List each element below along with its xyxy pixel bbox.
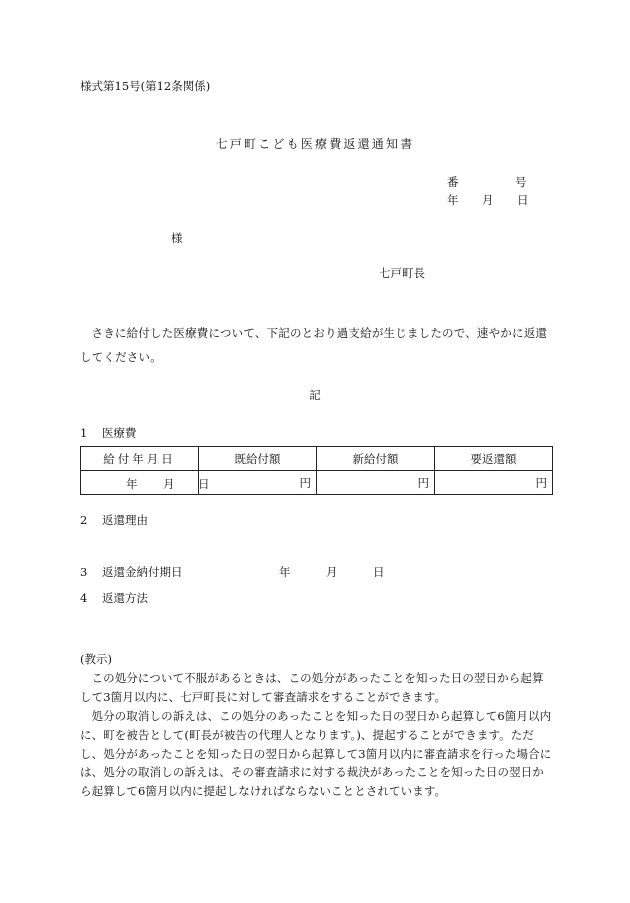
table-header-row — [81, 447, 553, 471]
benefit-date-day: 日 — [198, 477, 210, 491]
issue-date-year-label: 年 — [447, 193, 459, 207]
section-3-number: 3 — [80, 565, 88, 579]
section-2-label: 返還理由 — [102, 513, 148, 527]
new-amount-cell: 円 — [317, 471, 435, 495]
due-date-year-label: 年 — [279, 565, 291, 579]
benefit-date-year: 年 — [126, 477, 138, 491]
paid-amount-cell: 円 — [199, 471, 317, 495]
section-3-label: 返還金納付期日 — [102, 565, 183, 579]
addressee-sama: 様 — [171, 231, 183, 245]
header-paid-amount: 既給付額 — [199, 447, 317, 471]
header-new-amount: 新給付額 — [317, 447, 435, 471]
section-3-heading — [80, 566, 183, 580]
issue-date-month-label: 月 — [482, 193, 494, 207]
header-refund-amount: 要返還額 — [435, 447, 553, 471]
benefit-date-month: 月 — [163, 477, 175, 491]
section-1-heading — [80, 427, 137, 441]
doc-number-ban-label: 番 — [447, 175, 459, 189]
section-2-heading — [80, 514, 148, 528]
notice-title: (教示) — [80, 652, 112, 666]
notice-paragraph-1: この処分について不服があるときは、この処分があったことを知った日の翌日から起算して3箇月以内に、七戸町長に対して審査請求をすることができます。 — [80, 671, 544, 704]
refund-amount-cell: 円 — [435, 471, 553, 495]
section-2-number: 2 — [80, 513, 88, 527]
medical-cost-table — [80, 446, 553, 495]
notice-paragraph-2: 処分の取消しの訴えは、この処分のあったことを知った日の翌日から起算して6箇月以内に、町を被告として(町長が被告の代理人となります。)、提起することができます。ただし、処分があったことを知った日の翌日から起算して3箇月以内に審査請求を行った場合には、処分の取消しの訴えは、その審査請求に対する裁決があったことを知った日の翌日から起算して6箇月以内に提起しなければならないこととされています。 — [80, 709, 552, 799]
issuer-mayor: 七戸町長 — [379, 266, 425, 280]
header-benefit-date: 給付年月日 — [81, 447, 199, 471]
benefit-date-cell — [81, 471, 210, 495]
section-4-label: 返還方法 — [102, 591, 148, 605]
document-title: 七戸町こども医療費返還通知書 — [215, 137, 415, 151]
form-number: 様式第15号(第12条関係) — [80, 79, 211, 93]
due-date-month-label: 月 — [326, 565, 338, 579]
intro-paragraph: さきに給付した医療費について、下記のとおり過支給が生じましたので、速やかに返還してください。 — [80, 326, 548, 364]
section-1-label: 医療費 — [102, 426, 137, 440]
doc-number-go-label: 号 — [515, 175, 527, 189]
due-date-day-label: 日 — [373, 565, 385, 579]
ki-heading: 記 — [309, 388, 321, 402]
issue-date-day-label: 日 — [517, 193, 529, 207]
section-4-heading — [80, 592, 148, 606]
section-4-number: 4 — [80, 591, 88, 605]
section-1-number: 1 — [80, 426, 88, 440]
table-row — [81, 471, 553, 495]
